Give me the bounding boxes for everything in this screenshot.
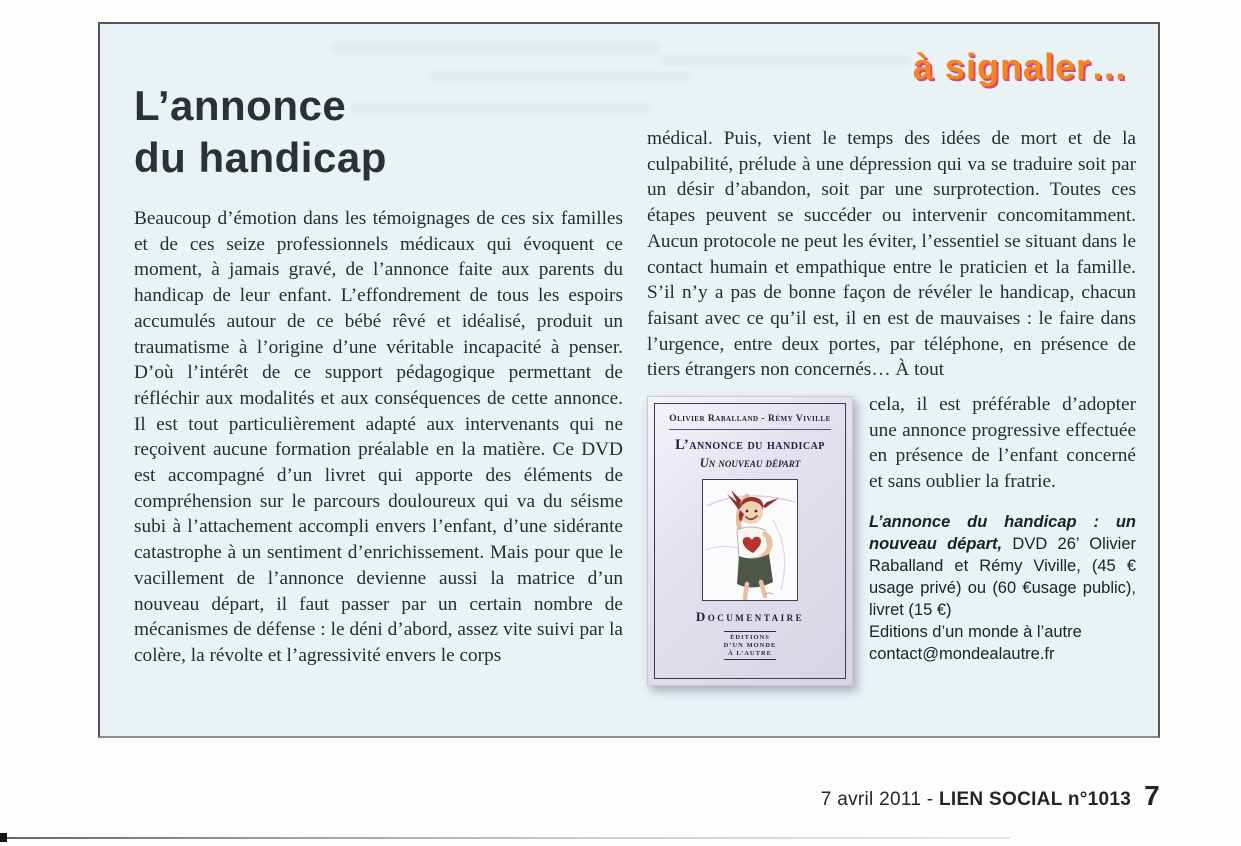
article-column-right-wrap-zone [647,392,1136,665]
scan-edge-artifact [0,833,7,842]
dvd-cover-frame [654,403,846,679]
girl-illustration [702,479,798,601]
bleedthrough-artifact [660,56,910,66]
bleedthrough-artifact [430,72,690,83]
publisher-logo-line3: À L’AUTRE [724,650,777,660]
dvd-caption-publisher: Editions d’un monde à l’autre [869,622,1082,641]
footer-date: 7 avril 2011 - [820,789,939,810]
dvd-authors: Olivier Raballand - Rémy Viville [669,414,830,430]
article-column-right-wrapped: cela, il est préférable d’adopter une annonce progressive effectuée en présence de l’enfant concerné et sans oublier la fratrie. [869,394,1136,493]
article-column-right-top: médical. Puis, vient le temps des idées de mort et de la culpabilité, prélude à une dépression qui va se traduire soit par un désir d’abandon, soit par une surprotection. Toutes ces étapes peuvent se succéder ou intervenir concomitamment. Aucun protocole ne peut les éviter, l’essentiel se situant dans le contact humain et empathique entre le praticien et la famille. S’il n’y a pas de bonne façon de révéler le handicap, chacun faisant avec ce qu’il est, il en est de mauvaises : le faire dans l’urgence, entre deux portes, par téléphone, en présence de tiers étrangers non concernés… À tout [647,128,1136,381]
dvd-caption-details: DVD 26’ Olivier Raballand et Rémy Viville, (45 € usage privé) ou (60 €usage public), livret (15 €) [869,534,1136,619]
bleedthrough-artifact [330,42,660,53]
dvd-title: L’annonce du handicap [675,437,825,454]
section-label: à signaler… [912,46,1128,87]
publisher-logo [724,631,777,660]
scan-edge-artifact [0,837,1010,839]
publisher-logo-line1: ÉDITIONS [730,634,770,642]
dvd-caption-contact: contact@mondealautre.fr [869,644,1055,663]
footer-journal: LIEN SOCIAL n°1013 [938,789,1132,810]
article-title [134,80,387,184]
page-footer [821,780,1160,812]
bleedthrough-artifact [350,104,650,114]
article-panel [98,22,1160,738]
dvd-caption-title: L’annonce du handicap : un nouveau départ, [869,512,1136,553]
article-title-line1: L’annonce [134,82,347,129]
article-title-line2: du handicap [134,134,387,181]
article-column-right [647,126,1136,690]
publisher-logo-line2: D’UN MONDE [723,642,777,650]
dvd-cover [647,396,853,686]
dvd-genre: Documentaire [695,609,805,625]
dvd-subtitle: Un nouveau départ [699,456,801,471]
footer-page-number: 7 [1144,780,1160,811]
article-column-left: Beaucoup d’émotion dans les témoignages de ces six familles et de ces seize professionnels médicaux qui évoquent ce moment, à jamais gravé, de l’annonce faite aux parents du handicap de leur enfant. L’effondrement de tous les espoirs accumulés autour de ce bébé rêvé et idéalisé, produit un traumatisme à l’origine d’une véritable incapacité à penser. D’où l’intérêt de ce support pédagogique permettant de réfléchir aux modalités et aux conséquences de cette annonce. Il est tout particulièrement adapté aux intervenants qui ne reçoivent aucune formation préalable en la matière. Ce DVD est accompagné d’un livret qui apporte des éléments de compréhension sur le parcours douloureux qui va du séisme subi à l’attachement accompli envers l’enfant, d’une sidérante catastrophe à un sentiment d’enrichissement. Mais pour que le vacillement de l’annonce devienne aussi la matrice d’un nouveau départ, il faut passer par un certain nombre de mécanismes de défense : le déni d’abord, assez vite suivi par la colère, la révolte et l’agressivité envers le corps [134,208,623,666]
